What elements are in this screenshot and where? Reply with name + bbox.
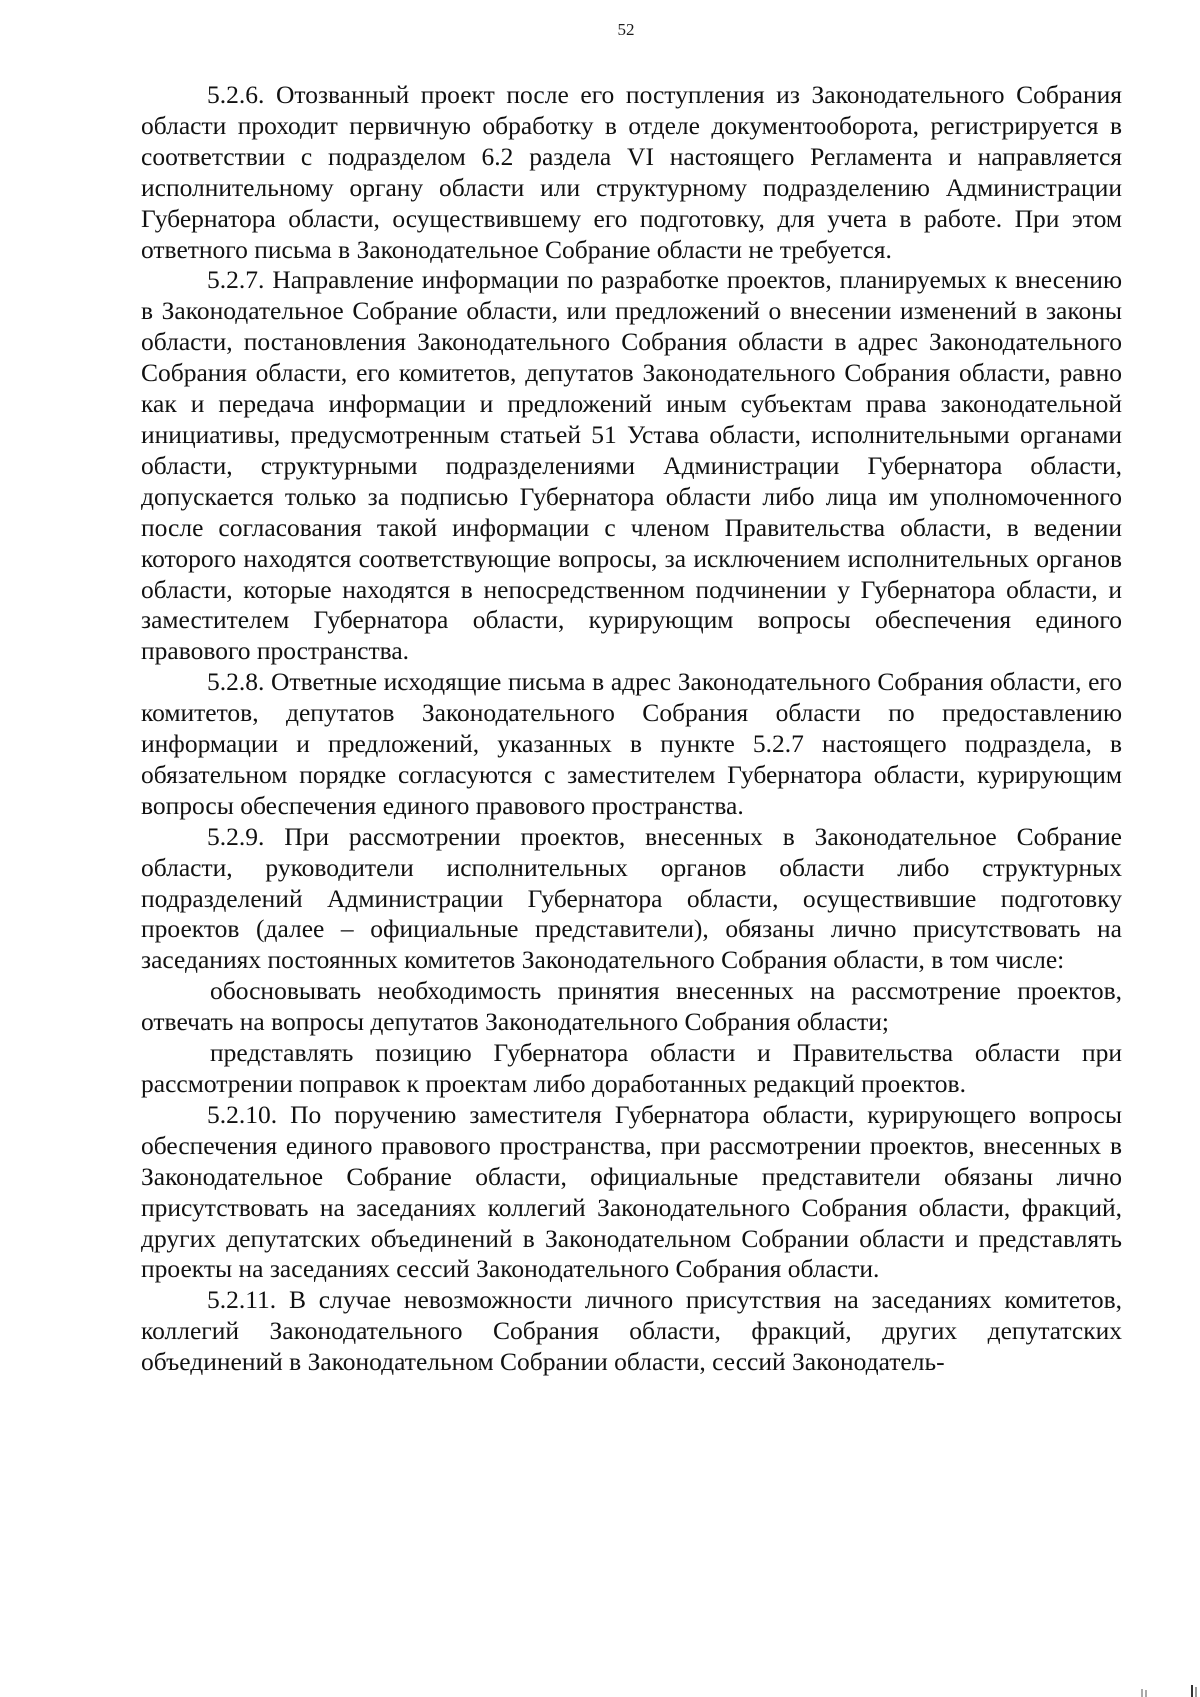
paragraph-5-2-11: 5.2.11. В случае невозможности личного присутствия на заседаниях комитетов, коллегий Законодательного Собрания области, фракций, других депутатских объединений в Законодательном Собрании области, сессий Законодатель- xyxy=(141,1285,1122,1377)
paragraph-5-2-9-item-2: представлять позицию Губернатора области и Правительства области при рассмотрении поправок к проектам либо доработанных редакций проектов. xyxy=(141,1038,1122,1098)
page-number: 52 xyxy=(617,20,635,39)
paragraph-5-2-9-item-1: обосновывать необходимость принятия внесенных на рассмотрение проектов, отвечать на вопросы депутатов Законодательного Собрания области; xyxy=(141,976,1122,1037)
paragraph-5-2-7: 5.2.7. Направление информации по разработке проектов, планируемых к внесению в Законодательное Собрание области, или предложений о внесении изменений в законы области, постановления Законодательного Собрания области в адрес Законодательного Собрания области, его комитетов, депутатов Законодательного Собрания области, равно как и передача информации и предложений иным субъектам права законодательной инициативы, предусмотренным статьей 51 Устава области, исполнительными органами области, структурными подразделениями Администрации Губернатора области, допускается только за подписью Губернатора области либо лица им уполномоченного после согласования такой информации с членом Правительства области, в ведении которого находятся соответствующие вопросы, за исключением исполнительных органов области, которые находятся в непосредственном подчинении у Губернатора области, и заместителем Губернатора области, курирующим вопросы обеспечения единого правового пространства. xyxy=(141,265,1122,666)
scan-edge-marks xyxy=(1080,1675,1200,1697)
paragraph-5-2-10: 5.2.10. По поручению заместителя Губернатора области, курирующего вопросы обеспечения единого правового пространства, при рассмотрении проектов, внесенных в Законодательное Собрание области, официальные представители обязаны лично присутствовать на заседаниях коллегий Законодательного Собрания области, фракций, других депутатских объединений в Законодательном Собрании области и представлять проекты на заседаниях сессий Законодательного Собрания области. xyxy=(141,1099,1122,1284)
paragraph-5-2-6: 5.2.6. Отозванный проект после его поступления из Законодательного Собрания области проходит первичную обработку в отделе документооборота, регистрируется в соответствии с подразделом 6.2 раздела VI настоящего Регламента и направляется исполнительному органу области или структурному подразделению Администрации Губернатора области, осуществившему его подготовку, для учета в работе. При этом ответного письма в Законодательное Собрание области не требуется. xyxy=(141,80,1122,264)
paragraph-5-2-8: 5.2.8. Ответные исходящие письма в адрес Законодательного Собрания области, его комитетов, депутатов Законодательного Собрания области по предоставлению информации и предложений, указанных в пункте 5.2.7 настоящего подраздела, в обязательном порядке согласуются с заместителем Губернатора области, курирующим вопросы обеспечения единого правового пространства. xyxy=(141,667,1122,820)
document-body xyxy=(141,80,1122,1378)
paragraph-5-2-9: 5.2.9. При рассмотрении проектов, внесенных в Законодательное Собрание области, руководители исполнительных органов области либо структурных подразделений Администрации Губернатора области, осуществившие подготовку проектов (далее – официальные представители), обязаны лично присутствовать на заседаниях постоянных комитетов Законодательного Собрания области, в том числе: xyxy=(141,821,1122,975)
